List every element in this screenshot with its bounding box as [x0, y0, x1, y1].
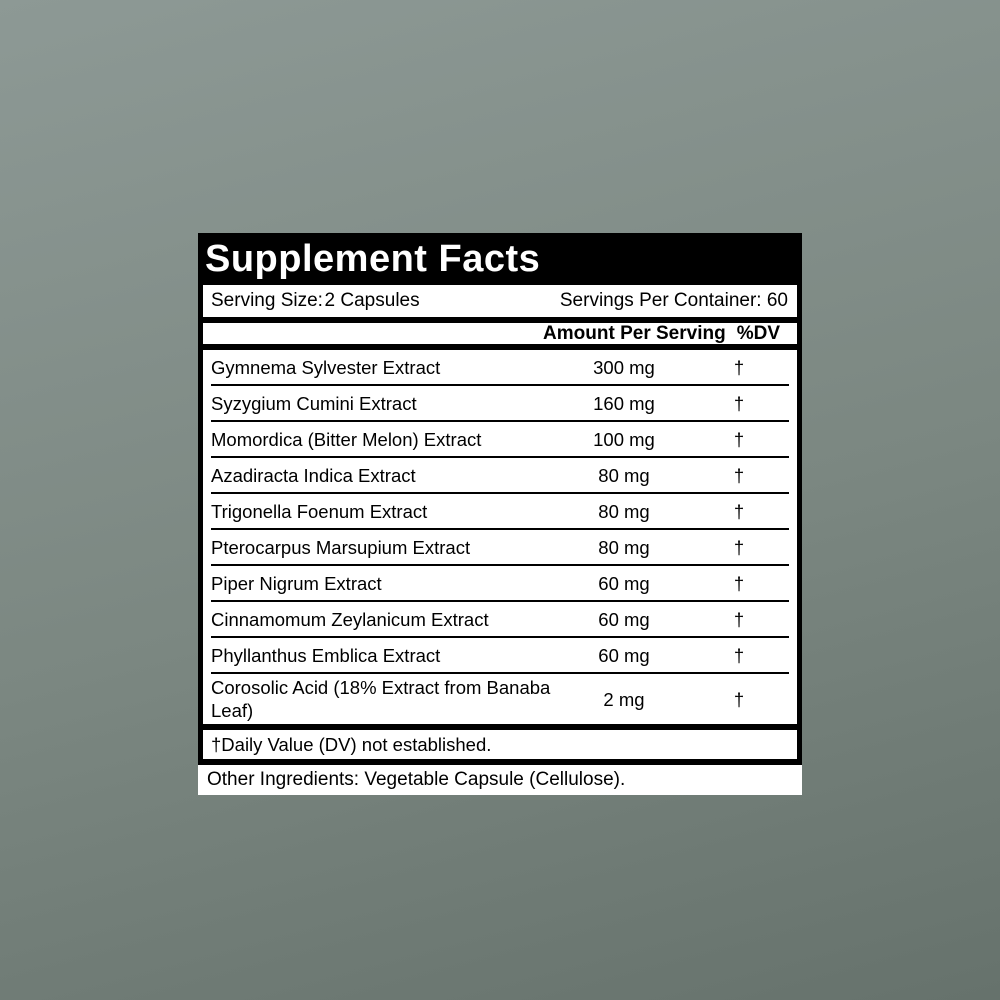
ingredient-dv: †: [733, 644, 745, 666]
ingredient-name: Phyllanthus Emblica Extract: [211, 644, 441, 666]
serving-size: [211, 290, 420, 312]
ingredient-name: Piper Nigrum Extract: [211, 572, 382, 594]
ingredient-amount: 60 mg: [598, 608, 650, 630]
table-row: [211, 422, 789, 458]
ingredient-dv: †: [733, 356, 745, 378]
table-row: [211, 350, 789, 386]
supplement-facts-header: [198, 233, 802, 285]
ingredient-name: Corosolic Acid (18% Extract from Banaba Leaf): [211, 677, 551, 721]
ingredient-dv: †: [733, 500, 745, 522]
serving-info-row: [203, 285, 797, 317]
serving-size-label: Serving Size:: [211, 290, 323, 311]
ingredient-amount: 80 mg: [598, 464, 650, 486]
ingredient-amount: 2 mg: [603, 688, 645, 710]
table-row: [211, 530, 789, 566]
ingredient-amount: 60 mg: [598, 644, 650, 666]
table-row: [211, 566, 789, 602]
footnote-row: [203, 730, 797, 759]
column-header-row: [203, 323, 797, 344]
ingredient-dv: †: [733, 392, 745, 414]
supplement-facts-label: [198, 233, 802, 795]
dv-header: %DV: [736, 322, 780, 344]
table-row: [211, 674, 789, 724]
ingredient-name: Trigonella Foenum Extract: [211, 500, 428, 522]
ingredient-name: Momordica (Bitter Melon) Extract: [211, 428, 482, 450]
ingredient-name: Cinnamomum Zeylanicum Extract: [211, 608, 489, 630]
ingredient-dv: †: [733, 464, 745, 486]
ingredient-dv: †: [733, 572, 745, 594]
amount-per-serving-header: Amount Per Serving: [543, 322, 726, 344]
ingredient-amount: 80 mg: [598, 500, 650, 522]
other-ingredients-text: Other Ingredients: Vegetable Capsule (Cellulose).: [207, 769, 626, 790]
servings-per-container: Servings Per Container: 60: [559, 290, 788, 311]
ingredient-name: Syzygium Cumini Extract: [211, 392, 417, 414]
ingredient-name: Pterocarpus Marsupium Extract: [211, 536, 471, 558]
ingredient-amount: 100 mg: [593, 428, 655, 450]
ingredient-name: Azadiracta Indica Extract: [211, 464, 416, 486]
ingredient-amount: 300 mg: [593, 356, 655, 378]
ingredient-dv: †: [733, 688, 745, 710]
other-ingredients-row: [198, 765, 802, 795]
footnote-text: †Daily Value (DV) not established.: [211, 733, 492, 755]
ingredient-dv: †: [733, 536, 745, 558]
ingredient-amount: 80 mg: [598, 536, 650, 558]
table-row: [211, 638, 789, 674]
label-title: Supplement Facts: [205, 237, 541, 280]
ingredient-amount: 160 mg: [593, 392, 655, 414]
table-row: [211, 494, 789, 530]
facts-box: [203, 285, 797, 759]
ingredient-name: Gymnema Sylvester Extract: [211, 356, 441, 378]
serving-size-value: 2 Capsules: [324, 290, 420, 311]
table-row: [211, 386, 789, 422]
ingredient-rows: [203, 350, 797, 724]
ingredient-dv: †: [733, 428, 745, 450]
table-row: [211, 458, 789, 494]
ingredient-dv: †: [733, 608, 745, 630]
ingredient-amount: 60 mg: [598, 572, 650, 594]
table-row: [211, 602, 789, 638]
